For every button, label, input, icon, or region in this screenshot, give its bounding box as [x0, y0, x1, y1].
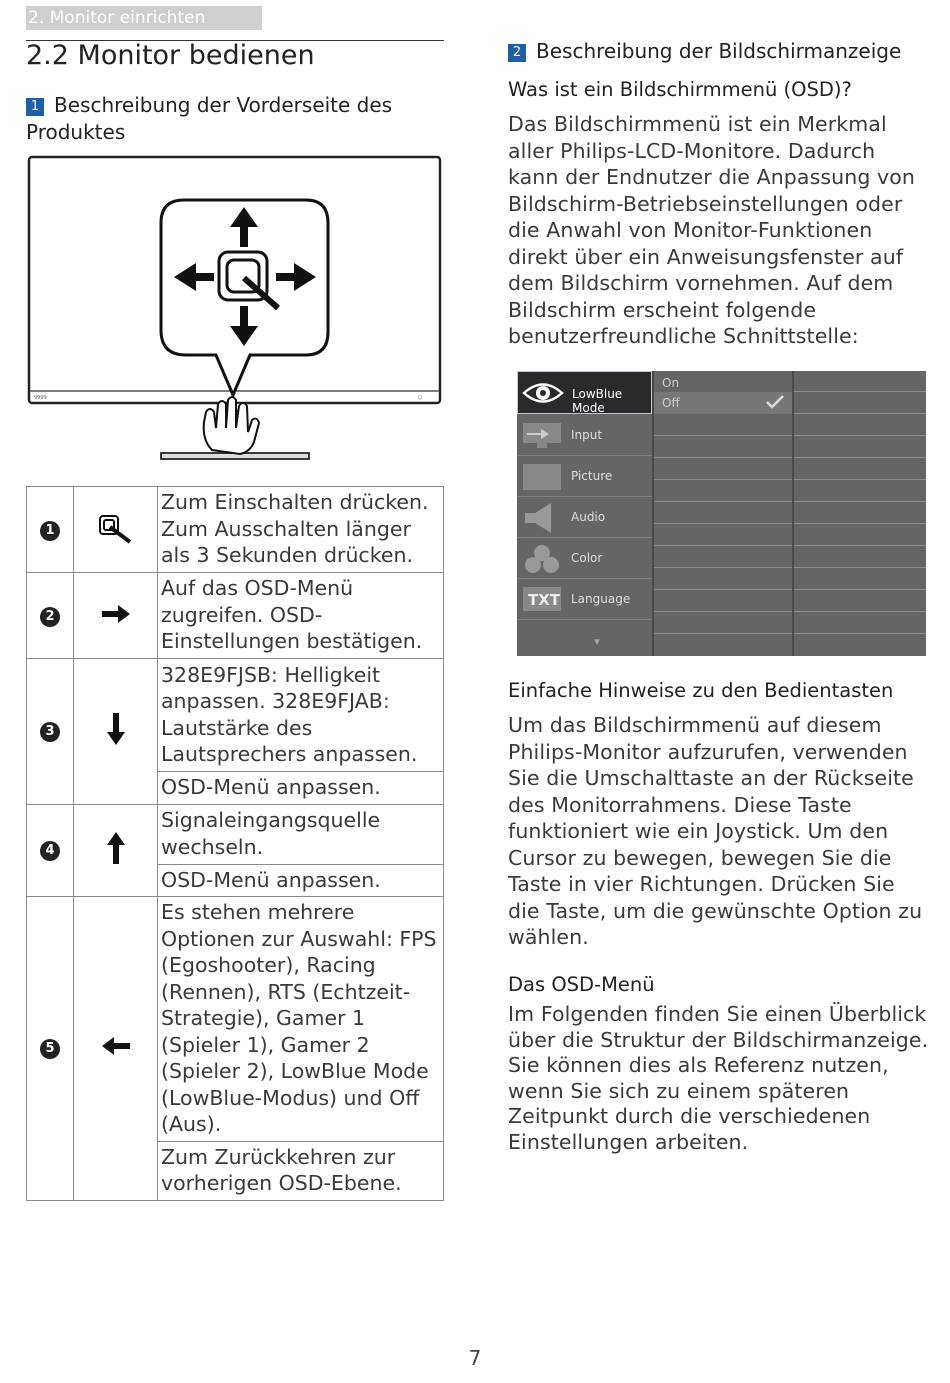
key-desc: OSD-Menü anpassen. — [158, 864, 444, 897]
osd-submenu — [654, 371, 792, 656]
key-number-badge: 5 — [40, 1039, 60, 1059]
key-number-cell — [27, 804, 74, 897]
key-number-cell — [27, 487, 74, 573]
section1-title: Beschreibung der Vorderseite des Produktes — [26, 93, 393, 144]
osd-scroll-down-indicator: ▾ — [594, 635, 600, 648]
osd-submenu-line — [654, 567, 792, 568]
osd-menu-item-input — [517, 415, 652, 456]
osd-menu-heading: Das OSD-Menü — [508, 973, 655, 996]
chapter-header: 2. Monitor einrichten — [26, 6, 262, 30]
key-icon-cell — [74, 573, 158, 659]
speaker-icon — [521, 501, 563, 535]
osd-menu-item-lowblue — [517, 371, 652, 414]
arrow-right-icon — [101, 604, 131, 624]
picture-icon — [521, 462, 563, 492]
monitor-front-illustration — [26, 150, 446, 465]
osd-submenu-line — [654, 435, 792, 436]
osd-menu-label: Audio — [571, 510, 606, 524]
key-number-badge: 1 — [40, 521, 60, 541]
arrow-up-icon — [106, 831, 126, 865]
osd-menu-screenshot — [517, 371, 926, 656]
table-row — [27, 897, 444, 1142]
svg-text:⏻: ⏻ — [418, 395, 422, 401]
osd-submenu-line — [654, 611, 792, 612]
section2-number: 2 — [508, 44, 526, 62]
osd-submenu-on: On — [662, 376, 680, 390]
section1-number: 1 — [26, 98, 44, 116]
osd-menu-label: LowBlue Mode — [572, 387, 623, 415]
hints-heading: Einfache Hinweise zu den Bedientasten — [508, 679, 894, 702]
osd-menu-label: Picture — [571, 469, 613, 483]
osd-submenu-line — [654, 545, 792, 546]
arrow-left-icon — [101, 1036, 131, 1056]
section1-heading — [26, 92, 444, 146]
key-desc: Zum Einschalten drücken. Zum Ausschalten länger als 3 Sekunden drücken. — [158, 487, 444, 573]
eye-icon — [522, 380, 564, 406]
osd-submenu-line — [654, 457, 792, 458]
osd-menu-item-color — [517, 538, 652, 579]
power-key-icon — [98, 512, 134, 544]
key-desc: 328E9FJSB: Helligkeit anpassen. 328E9FJAB: Lautstärke des Lautsprechers anpassen. — [158, 659, 444, 772]
table-row — [27, 573, 444, 659]
osd-submenu-line — [654, 523, 792, 524]
osd-menu-item-picture — [517, 456, 652, 497]
osd-submenu-line — [654, 633, 792, 634]
page-title: 2.2 Monitor bedienen — [26, 40, 315, 71]
osd-menu-item-audio — [517, 497, 652, 538]
key-icon-cell — [74, 487, 158, 573]
osd-menu-label: Color — [571, 551, 603, 565]
arrow-down-icon — [106, 712, 126, 746]
svg-text:9999: 9999 — [34, 395, 47, 401]
osd-submenu-line — [654, 479, 792, 480]
key-desc: Es stehen mehrere Optionen zur Auswahl: FPS (Egoshooter), Racing (Rennen), RTS (Echtzeit-Strategie), Gamer 1 (Spieler 1), Gamer 2 (Spieler 2), LowBlue Mode (LowBlue-Modus) und Off (Aus). — [158, 897, 444, 1142]
osd-menu-label: Language — [571, 592, 631, 606]
osd-question-text: Das Bildschirmmenü ist ein Merkmal aller Philips-LCD-Monitore. Dadurch kann der Endnutzer die Anpassung von Bildschirm-Betriebseinstellungen oder die Anwahl von Monitor-Funktionen direkt über ein Anweisungsfenster auf dem Bildschirm vornehmen. Auf dem Bildschirm erscheint folgende benutzerfreundliche Schnittstelle: — [508, 112, 916, 348]
key-number-cell — [27, 897, 74, 1201]
key-number-badge: 3 — [40, 722, 60, 742]
osd-menu-text: Im Folgenden finden Sie einen Überblick über die Struktur der Bildschirmanzeige. Sie können dies als Referenz nutzen, wenn Sie sich zu einem späteren Zeitpunkt durch die verschiedenen Einstellungen arbeiten. — [508, 1002, 929, 1154]
key-number-badge: 4 — [40, 841, 60, 861]
key-desc: Signaleingangsquelle wechseln. — [158, 804, 444, 864]
key-desc: Auf das OSD-Menü zugreifen. OSD-Einstellungen bestätigen. — [158, 573, 444, 659]
osd-menu-item-language — [517, 579, 652, 620]
key-number-cell — [27, 659, 74, 805]
table-row — [27, 659, 444, 772]
table-row — [27, 487, 444, 573]
key-number-badge: 2 — [40, 607, 60, 627]
key-desc: Zum Zurückkehren zur vorherigen OSD-Ebene. — [158, 1141, 444, 1200]
osd-submenu-line — [654, 501, 792, 502]
osd-main-menu — [517, 371, 652, 656]
key-table — [26, 486, 444, 1201]
svg-text:TXT: TXT — [528, 591, 561, 609]
section2-heading — [508, 38, 928, 65]
osd-value-column — [794, 371, 926, 656]
osd-menu-label: Input — [571, 428, 603, 442]
input-icon — [521, 421, 563, 451]
key-icon-cell — [74, 804, 158, 897]
osd-submenu-off: Off — [662, 396, 680, 410]
color-icon — [521, 542, 563, 576]
language-icon — [521, 585, 563, 615]
page-number: 7 — [468, 1346, 482, 1370]
checkmark-icon — [766, 395, 784, 409]
osd-question-heading: Was ist ein Bildschirmmenü (OSD)? — [508, 78, 852, 101]
osd-submenu-line — [654, 589, 792, 590]
hints-text: Um das Bildschirmmenü auf diesem Philips-Monitor aufzurufen, verwenden Sie die Umschalttaste an der Rückseite des Monitorrahmens. Diese Taste funktioniert wie ein Joystick. Um den Cursor zu bewegen, bewegen Sie die Taste in vier Richtungen. Drücken Sie die Taste, um die gewünschte Option zu wählen. — [508, 713, 923, 949]
key-desc: OSD-Menü anpassen. — [158, 772, 444, 805]
key-number-cell — [27, 573, 74, 659]
key-icon-cell — [74, 659, 158, 805]
key-icon-cell — [74, 897, 158, 1201]
table-row — [27, 804, 444, 864]
section2-title: Beschreibung der Bildschirmanzeige — [536, 39, 902, 63]
